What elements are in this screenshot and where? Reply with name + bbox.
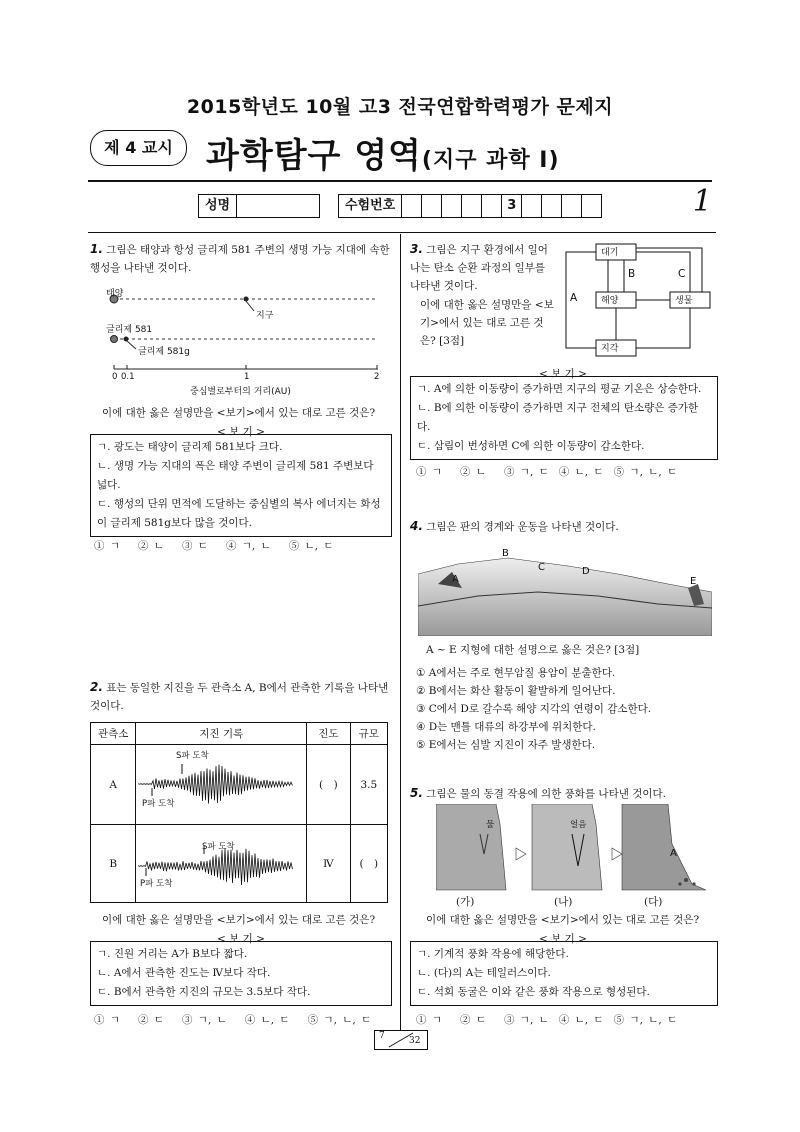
question-4 xyxy=(410,517,716,536)
p-wave-label: P파 도착 xyxy=(140,879,173,889)
atmosphere-label: 대기 xyxy=(601,248,619,258)
exam-number-cell[interactable] xyxy=(422,195,442,217)
bogi-item: ㄱ. A에 의한 이동량이 증가하면 지구의 평균 기온은 상승한다. xyxy=(417,383,702,395)
choice-4[interactable]: ④ ㄴ, ㄷ xyxy=(244,1014,290,1026)
choice-3[interactable]: ③ ㄷ xyxy=(181,540,208,552)
question-5 xyxy=(410,784,716,803)
subject-sub: (지구 과학 Ⅰ) xyxy=(421,148,560,173)
choice-5[interactable]: ⑤ ㄱ, ㄴ, ㄷ xyxy=(613,466,678,478)
caption-ga: (가) xyxy=(456,896,475,908)
choice-3[interactable]: ③ ㄱ, ㄷ xyxy=(503,466,549,478)
q2-choices xyxy=(94,1012,394,1027)
choice-3[interactable]: ③ ㄱ, ㄴ xyxy=(181,1014,227,1026)
bogi-item: ㄷ. 삼림이 번성하면 C에 의한 이동량이 감소한다. xyxy=(417,440,645,452)
planet-marker xyxy=(124,337,129,342)
page-indicator xyxy=(374,1030,428,1050)
choice-5[interactable]: ⑤ ㄴ, ㄷ xyxy=(288,540,334,552)
choice-4[interactable]: ④ ㄱ, ㄴ xyxy=(225,540,271,552)
q1-bogi-box xyxy=(90,434,392,537)
bogi-title: < 보 기 > xyxy=(539,933,587,945)
current-page: 7 xyxy=(379,1031,385,1041)
choice-2[interactable]: ② ㄴ xyxy=(137,540,164,552)
bogi-item: ㄴ. A에서 관측한 진도는 Ⅳ보다 작다. xyxy=(97,967,271,979)
caption-na: (나) xyxy=(554,896,573,908)
column-divider xyxy=(400,234,401,1030)
question-2 xyxy=(90,678,392,715)
ice-label: 얼음 xyxy=(570,820,587,830)
intensity-cell: Ⅳ xyxy=(307,825,350,903)
bogi-title: < 보 기 > xyxy=(217,933,265,945)
q5-choices xyxy=(416,1012,716,1027)
option-1[interactable]: ① A에서는 주로 현무암질 용암이 분출한다. xyxy=(416,667,616,679)
label-e: E xyxy=(690,576,697,587)
subject-main: 과학탐구 영역 xyxy=(206,136,422,176)
q2-bogi-box xyxy=(90,941,392,1006)
biosphere-label: 생물 xyxy=(675,296,693,306)
bogi-item: ㄷ. 석회 동굴은 이와 같은 풍화 작용으로 형성된다. xyxy=(417,986,650,998)
exam-number-cell[interactable] xyxy=(462,195,482,217)
option-4[interactable]: ④ D는 맨틀 대류의 하강부에 위치한다. xyxy=(416,721,596,733)
question-stem: 그림은 지구 환경에서 일어나는 탄소 순환 과정의 일부를 나타낸 것이다. xyxy=(410,244,548,292)
sun-label: 태양 xyxy=(106,289,124,299)
option-2[interactable]: ② B에서는 화산 활동이 활발하게 일어난다. xyxy=(416,685,616,697)
choice-5[interactable]: ⑤ ㄱ, ㄴ, ㄷ xyxy=(307,1014,372,1026)
exam-number-label: 수험번호 xyxy=(339,195,402,217)
station-cell: B xyxy=(91,825,136,903)
bogi-title: < 보 기 > xyxy=(539,368,587,380)
bogi-item: ㄱ. 광도는 태양이 글리제 581보다 크다. xyxy=(97,441,283,453)
earth-label: 지구 xyxy=(256,311,274,321)
label-a: A xyxy=(570,292,578,304)
exam-number-box[interactable] xyxy=(338,194,602,218)
seismogram-a xyxy=(138,750,298,820)
label-d: D xyxy=(582,566,590,577)
magnitude-cell: ( ) xyxy=(350,825,387,903)
subject-title xyxy=(206,128,560,177)
label-a: A xyxy=(670,848,677,859)
bogi-title: < 보 기 > xyxy=(217,426,265,438)
table-header: 지진 기록 xyxy=(136,723,307,745)
q5-bogi-box xyxy=(410,941,718,1006)
planet-pointer xyxy=(127,341,136,349)
question-number: 3. xyxy=(410,242,423,256)
water-label: 물 xyxy=(486,820,495,830)
planet-label: 글리제 581g xyxy=(138,347,190,357)
caption-da: (다) xyxy=(644,896,663,908)
option-5[interactable]: ⑤ E에서는 심발 지진이 자주 발생한다. xyxy=(416,739,596,751)
ocean-label: 해양 xyxy=(601,296,619,306)
q5-prompt: 이에 대한 옳은 설명만을 <보기>에서 있는 대로 고른 것은? xyxy=(426,914,700,926)
header-bottom-line xyxy=(88,232,716,233)
axis-label: 중심별로부터의 거리(AU) xyxy=(190,387,291,397)
tick-label-0: 0 xyxy=(112,372,118,382)
earth-pointer xyxy=(246,301,254,311)
label-a: A xyxy=(452,574,459,585)
exam-title: 2015학년도 10월 고3 전국연합학력평가 문제지 xyxy=(186,96,614,118)
bogi-item: ㄷ. B에서 관측한 지진의 규모는 3.5보다 작다. xyxy=(97,986,311,998)
magnitude-cell: 3.5 xyxy=(350,745,387,825)
s-wave-label: S파 도착 xyxy=(202,842,235,852)
label-b: B xyxy=(502,548,509,559)
exam-number-cell[interactable] xyxy=(402,195,422,217)
question-stem: 표는 동일한 지진을 두 관측소 A, B에서 관측한 기록을 나타낸 것이다. xyxy=(90,682,389,712)
q1-prompt: 이에 대한 옳은 설명만을 <보기>에서 있는 대로 고른 것은? xyxy=(102,407,376,419)
table-header: 진도 xyxy=(307,723,350,745)
choice-5[interactable]: ⑤ ㄱ, ㄴ, ㄷ xyxy=(613,1014,678,1026)
bogi-item: ㄴ. (다)의 A는 테일러스이다. xyxy=(417,967,551,979)
label-c: C xyxy=(538,562,545,573)
earth-marker xyxy=(244,297,249,302)
bogi-item: ㄱ. 기계적 풍화 작용에 해당한다. xyxy=(417,948,569,960)
choice-1[interactable]: ① ㄱ xyxy=(94,540,120,552)
choice-4[interactable]: ④ ㄴ, ㄷ xyxy=(558,1014,604,1026)
label-c: C xyxy=(678,268,686,280)
q2-prompt: 이에 대한 옳은 설명만을 <보기>에서 있는 대로 고른 것은? xyxy=(102,914,376,926)
choice-3[interactable]: ③ ㄱ, ㄴ xyxy=(503,1014,549,1026)
bogi-item: ㄷ. 행성의 단위 면적에 도달하는 중심별의 복사 에너지는 화성이 글리제 581g보다 많을 것이다. xyxy=(97,498,381,529)
question-stem: 그림은 판의 경계와 운동을 나타낸 것이다. xyxy=(426,521,619,533)
choice-2[interactable]: ② ㄷ xyxy=(137,1014,164,1026)
choice-2[interactable]: ② ㄷ xyxy=(459,1014,486,1026)
exam-number-cell[interactable] xyxy=(562,195,582,217)
bogi-item: ㄴ. B에 의한 이동량이 증가하면 지구 전체의 탄소량은 증가한다. xyxy=(417,402,699,433)
header-divider xyxy=(88,180,712,182)
question-stem: 그림은 태양과 항성 글리제 581 주변의 생명 가능 지대에 속한 행성을 나타낸 것이다. xyxy=(90,244,390,274)
q3-choices xyxy=(416,464,716,479)
plate-boundary-figure xyxy=(418,544,712,636)
name-box[interactable] xyxy=(198,194,320,218)
question-number: 1. xyxy=(90,242,103,256)
choice-1[interactable]: ① ㄱ xyxy=(416,1014,442,1026)
table-header: 관측소 xyxy=(91,723,136,745)
exam-number-cell[interactable] xyxy=(542,195,562,217)
p-wave-label: P파 도착 xyxy=(142,799,175,809)
choice-1[interactable]: ① ㄱ xyxy=(94,1014,120,1026)
exam-number-cell[interactable] xyxy=(482,195,502,217)
q1-choices xyxy=(94,538,394,553)
gliese-marker xyxy=(111,336,118,343)
page-number: 1 xyxy=(692,184,712,219)
question-3 xyxy=(410,240,556,295)
bogi-item: ㄴ. 생명 가능 지대의 폭은 태양 주변이 글리제 581 주변보다 넓다. xyxy=(97,460,374,491)
question-number: 4. xyxy=(410,519,423,533)
q3-prompt: 이에 대한 옳은 설명만을 <보기>에서 있는 대로 고른 것은? [3점] xyxy=(420,299,554,347)
total-pages: 32 xyxy=(409,1036,421,1046)
choice-4[interactable]: ④ ㄴ, ㄷ xyxy=(558,466,604,478)
intensity-cell: ( ) xyxy=(307,745,350,825)
tick-label-1: 1 xyxy=(244,372,250,382)
name-label: 성명 xyxy=(199,195,237,217)
exam-number-cell[interactable] xyxy=(522,195,542,217)
q4-options xyxy=(416,664,716,754)
choice-1[interactable]: ① ㄱ xyxy=(416,466,442,478)
bogi-item: ㄱ. 진원 거리는 A가 B보다 짧다. xyxy=(97,948,248,960)
exam-number-cell[interactable] xyxy=(442,195,462,217)
gliese-label: 글리제 581 xyxy=(106,325,153,335)
table-header: 규모 xyxy=(350,723,387,745)
station-cell: A xyxy=(91,745,136,825)
crust-label: 지각 xyxy=(601,344,619,354)
exam-number-cell[interactable] xyxy=(582,195,601,217)
q3-bogi-box xyxy=(410,376,718,460)
label-b: B xyxy=(628,268,636,280)
exam-number-cell[interactable]: 3 xyxy=(502,195,522,217)
question-stem: 그림은 물의 동결 작용에 의한 풍화를 나타낸 것이다. xyxy=(426,788,666,800)
name-field[interactable] xyxy=(237,195,319,217)
s-wave-label: S파 도착 xyxy=(176,751,209,761)
period-badge: 제 4 교시 xyxy=(90,130,187,166)
option-3[interactable]: ③ C에서 D로 갈수록 해양 지각의 연령이 감소한다. xyxy=(416,703,652,715)
question-number: 5. xyxy=(410,786,423,800)
tick-label-2: 2 xyxy=(374,372,380,382)
question-1 xyxy=(90,240,392,277)
choice-2[interactable]: ② ㄴ xyxy=(459,466,486,478)
tick-label-0.1: 0.1 xyxy=(121,372,135,382)
q4-prompt: A ~ E 지형에 대한 설명으로 옳은 것은? [3점] xyxy=(426,644,640,656)
question-number: 2. xyxy=(90,680,103,694)
